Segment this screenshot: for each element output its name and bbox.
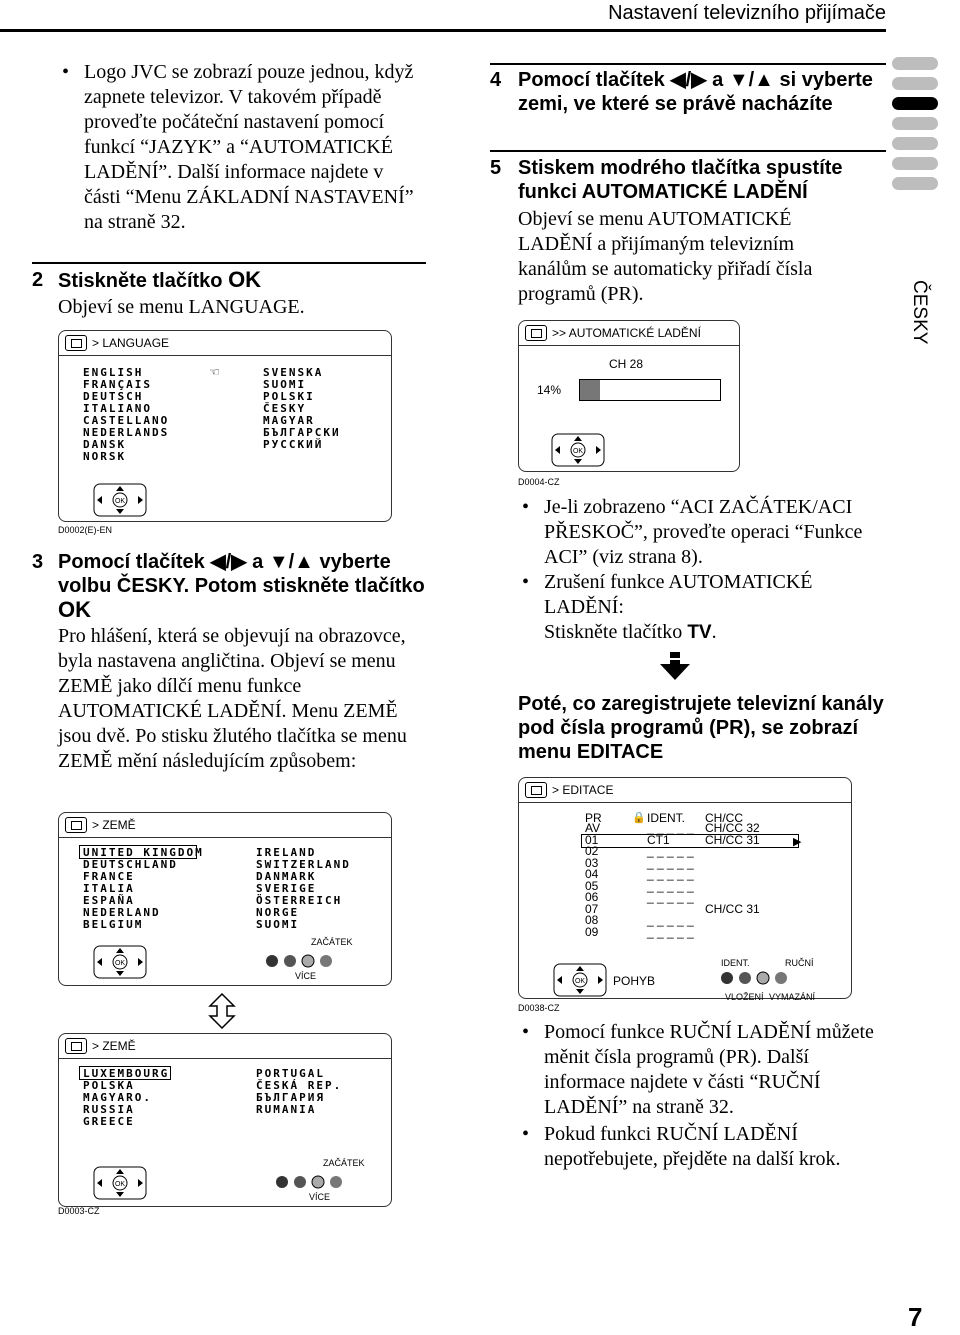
page-number: 7 bbox=[908, 1302, 923, 1332]
country-option[interactable]: DANMARK bbox=[256, 870, 317, 883]
step5-rule bbox=[490, 150, 886, 152]
program-channel: CH/CC 31 bbox=[705, 901, 760, 916]
country-option[interactable]: SVERIGE bbox=[256, 882, 317, 895]
language-option[interactable]: DEUTSCH bbox=[83, 390, 144, 403]
title-divider bbox=[519, 345, 739, 346]
country-option[interactable]: ITALIA bbox=[83, 882, 135, 895]
remote-dpad-icon bbox=[551, 433, 605, 467]
ok-key-label: OK bbox=[58, 597, 91, 622]
language-option[interactable]: РУССКИЙ bbox=[263, 438, 324, 451]
language-option[interactable]: FRANÇAIS bbox=[83, 378, 152, 391]
step3-title bbox=[58, 550, 428, 623]
language-menu-screen bbox=[58, 330, 392, 522]
country-option[interactable]: BELGIUM bbox=[83, 918, 144, 931]
selected-country-box bbox=[79, 845, 197, 859]
language-option[interactable]: MAGYAR bbox=[263, 414, 315, 427]
auto-bullets bbox=[518, 495, 888, 645]
list-item: • Zrušení funkce AUTOMATICKÉ LADĚNÍ: Stiskněte tlačítko TV. bbox=[522, 571, 813, 643]
title-divider bbox=[59, 355, 391, 356]
screen-title bbox=[65, 817, 136, 833]
screen-title-text: >> AUTOMATICKÉ LADĚNÍ bbox=[552, 326, 701, 340]
figure-code: D0004-CZ bbox=[518, 477, 560, 487]
edit-menu-screen bbox=[518, 777, 852, 1002]
bullet-text: Logo JVC se zobrazí pouze jednou, když zapnete televizor. V takovém případě proveďte počáteční nastavení pomocí funkcí “JAZYK” a “AUTOMATICKÉ LADĚNÍ”. Další informace najdete v části “Menu ZÁKLADNÍ NASTAVENÍ” na straně 32. bbox=[84, 61, 414, 233]
edit-intro: Poté, co zaregistrujete televizní kanály pod čísla programů (PR), se zobrazí menu EDITACE bbox=[518, 693, 884, 763]
program-number: 06 bbox=[585, 890, 599, 904]
language-option[interactable]: БЪЛГАРСКИ bbox=[263, 426, 341, 439]
language-list-col2 bbox=[263, 367, 341, 451]
country-option[interactable]: RUSSIA bbox=[83, 1103, 135, 1116]
screen-title-text: > EDITACE bbox=[552, 783, 614, 797]
program-ident: _ _ _ _ _ bbox=[647, 878, 694, 893]
country-option[interactable]: DEUTSCHLAND bbox=[83, 858, 178, 871]
svg-text:OK: OK bbox=[572, 448, 584, 455]
tab-marker bbox=[892, 77, 938, 90]
tv-icon bbox=[525, 782, 547, 798]
country-option[interactable]: ČESKÁ REP. bbox=[256, 1079, 343, 1092]
manual-label: RUČNÍ bbox=[785, 958, 814, 968]
step4-number: 4 bbox=[490, 69, 502, 91]
channel-readout: CH 28 bbox=[609, 357, 644, 371]
tab-marker bbox=[892, 137, 938, 150]
col-header-ch: CH/CC bbox=[705, 811, 743, 825]
step5-title: Stiskem modrého tlačítka spustíte funkci AUTOMATICKÉ LADĚNÍ bbox=[518, 157, 843, 203]
language-option[interactable]: NEDERLANDS bbox=[83, 426, 170, 439]
program-ident: _ _ _ _ _ bbox=[647, 844, 694, 858]
intro-bullets bbox=[58, 60, 423, 235]
language-list-col1 bbox=[83, 367, 169, 463]
program-ident: _ _ _ _ _ bbox=[647, 890, 694, 904]
country-list-col2 bbox=[256, 847, 351, 931]
country-option[interactable]: GREECE bbox=[83, 1115, 135, 1128]
remote-dpad-icon bbox=[93, 945, 147, 979]
country-menu-screen-2 bbox=[58, 1033, 392, 1207]
program-number: 08 bbox=[585, 913, 599, 927]
program-ident: CT1 bbox=[647, 832, 670, 847]
country-option[interactable]: MAGYARO. bbox=[83, 1091, 152, 1104]
screen-title bbox=[65, 335, 169, 351]
ident-label: IDENT. bbox=[721, 958, 750, 968]
tv-icon bbox=[65, 817, 87, 833]
progress-bar bbox=[579, 379, 721, 401]
country-option[interactable]: POLSKA bbox=[83, 1079, 135, 1092]
svg-text:OK: OK bbox=[114, 498, 126, 505]
press-tv-text: Stiskněte tlačítko bbox=[544, 621, 688, 643]
program-ident: _ _ _ _ _ bbox=[647, 924, 694, 939]
progress-percent: 14% bbox=[537, 383, 562, 397]
country-option[interactable]: IRELAND bbox=[256, 846, 317, 859]
svg-text:OK: OK bbox=[114, 960, 126, 967]
language-option[interactable]: ITALIANO bbox=[83, 402, 152, 415]
remote-dpad-icon bbox=[93, 483, 147, 517]
tv-icon bbox=[65, 1038, 87, 1054]
table-row[interactable] bbox=[585, 924, 760, 939]
delete-label: VYMAZÁNÍ bbox=[769, 992, 816, 1002]
bullet-text: Je-li zobrazeno “ACI ZAČÁTEK/ACI PŘESKOČ”, proveďte operaci “Funkce ACI” (viz strana 8). bbox=[544, 496, 863, 568]
language-option[interactable]: NORSK bbox=[83, 450, 127, 463]
ok-key-label: OK bbox=[228, 267, 262, 292]
press-tv-end: . bbox=[711, 621, 717, 643]
program-ident: _ _ _ _ _ bbox=[647, 913, 694, 927]
insert-label: VLOŽENÍ bbox=[725, 992, 764, 1002]
toggle-arrow-icon bbox=[208, 993, 236, 1034]
list-item: • Je-li zobrazeno “ACI ZAČÁTEK/ACI PŘESKOČ”, proveďte operaci “Funkce ACI” (viz strana 8). bbox=[522, 496, 863, 568]
program-number: AV bbox=[585, 821, 601, 835]
country-menu-screen-1 bbox=[58, 812, 392, 986]
step2-body: Objeví se menu LANGUAGE. bbox=[58, 296, 305, 318]
step3-title-text: Pomocí tlačítek ◀/▶ a ▼/▲ vyberte volbu ČESKY. Potom stiskněte tlačítko bbox=[58, 551, 425, 597]
country-option[interactable]: UNITED KINGDOM bbox=[83, 846, 204, 859]
country-option[interactable]: ESPAÑA bbox=[83, 894, 135, 907]
screen-title-text: > ZEMĚ bbox=[92, 1039, 136, 1053]
start-label: ZAČÁTEK bbox=[311, 937, 353, 947]
program-channel: CH/CC 31 bbox=[705, 832, 760, 847]
screen-title bbox=[525, 325, 701, 341]
right-pointer-icon: ▶ bbox=[793, 836, 802, 848]
tab-marker bbox=[892, 177, 938, 190]
program-number: 09 bbox=[585, 924, 599, 939]
language-option[interactable]: CASTELLANO bbox=[83, 414, 170, 427]
program-number: 07 bbox=[585, 901, 599, 916]
more-label: VÍCE bbox=[309, 1192, 331, 1202]
program-number: 04 bbox=[585, 867, 599, 881]
svg-text:OK: OK bbox=[574, 978, 586, 985]
down-arrow-icon bbox=[660, 652, 690, 685]
selected-row-box bbox=[581, 834, 802, 848]
start-label: ZAČÁTEK bbox=[323, 1158, 365, 1168]
selected-country-box bbox=[79, 1066, 171, 1080]
move-label: POHYB bbox=[613, 974, 656, 988]
title-divider bbox=[519, 802, 851, 803]
program-channel: CH/CC 32 bbox=[705, 821, 760, 835]
header-rule bbox=[0, 29, 886, 32]
program-number: 01 bbox=[585, 832, 599, 847]
color-buttons-icon bbox=[719, 970, 819, 991]
country-option[interactable]: SUOMI bbox=[256, 918, 300, 931]
country-option[interactable]: FRANCE bbox=[83, 870, 135, 883]
screen-title bbox=[65, 1038, 136, 1054]
tv-icon bbox=[525, 325, 547, 341]
remote-dpad-icon bbox=[93, 1166, 147, 1200]
country-option[interactable]: PORTUGAL bbox=[256, 1067, 325, 1080]
program-number: 02 bbox=[585, 844, 599, 858]
step4-title: Pomocí tlačítek ◀/▶ a ▼/▲ si vyberte zemi, ve které se právě nacházíte bbox=[518, 69, 873, 115]
country-option[interactable]: LUXEMBOURG bbox=[83, 1067, 170, 1080]
country-option[interactable]: RUMANIA bbox=[256, 1103, 317, 1116]
language-option[interactable]: SVENSKA bbox=[263, 366, 324, 379]
selection-cursor-icon: ☜ bbox=[209, 365, 220, 379]
step3-number: 3 bbox=[32, 551, 44, 573]
language-option[interactable]: DANSK bbox=[83, 438, 127, 451]
step2-number: 2 bbox=[32, 269, 44, 291]
screen-title bbox=[525, 782, 613, 798]
step3-body: Pro hlášení, která se objevují na obrazovce, byla nastavena angličtina. Objeví se menu ZEMĚ jako dílčí menu funkce AUTOMATICKÉ LADĚNÍ. Menu ZEMĚ jsou dvě. Po stisku žlutého tlačítka se menu ZEMĚ mění následujícím způsobem: bbox=[58, 625, 407, 772]
page-header-title: Nastavení televizního přijímače bbox=[608, 2, 886, 24]
step5-number: 5 bbox=[490, 157, 502, 179]
tab-marker-active bbox=[892, 97, 938, 110]
country-option[interactable]: SWITZERLAND bbox=[256, 858, 351, 871]
program-ident: _ _ _ _ _ bbox=[647, 867, 694, 881]
title-divider bbox=[59, 1058, 391, 1059]
progress-fill bbox=[580, 380, 600, 400]
bullet-text: Pokud funkci RUČNÍ LADĚNÍ nepotřebujete, přejděte na další krok. bbox=[544, 1123, 841, 1170]
remote-dpad-icon bbox=[553, 963, 607, 997]
step5-body: Objeví se menu AUTOMATICKÉ LADĚNÍ a přijímaným televizním kanálům se automaticky přiřadí čísla programů (PR). bbox=[518, 208, 813, 305]
language-option[interactable]: ČESKY bbox=[263, 402, 307, 415]
auto-tuning-screen bbox=[518, 320, 740, 472]
screen-title-text: > LANGUAGE bbox=[92, 336, 170, 350]
col-header-ident: IDENT. bbox=[647, 811, 686, 825]
svg-text:OK: OK bbox=[114, 1181, 126, 1188]
figure-code: D0038-CZ bbox=[518, 1003, 560, 1013]
step4-rule bbox=[490, 63, 886, 65]
country-list-col2 bbox=[256, 1068, 342, 1116]
program-number: 05 bbox=[585, 878, 599, 893]
figure-code: D0002(E)-EN bbox=[58, 525, 113, 535]
tv-key-label: TV bbox=[687, 622, 712, 643]
col-header-pr: PR bbox=[585, 811, 602, 825]
language-option[interactable]: SUOMI bbox=[263, 378, 307, 391]
country-option[interactable]: ÖSTERREICH bbox=[256, 894, 343, 907]
language-option[interactable]: POLSKI bbox=[263, 390, 315, 403]
tv-icon bbox=[65, 335, 87, 351]
country-list-col1 bbox=[83, 847, 204, 931]
language-option[interactable]: ENGLISH bbox=[83, 366, 144, 379]
list-item: • Logo JVC se zobrazí pouze jednou, když zapnete televizor. V takovém případě proveďte počáteční nastavení pomocí funkcí “JAZYK” a “AUTOMATICKÉ LADĚNÍ”. Další informace najdete v části “Menu ZÁKLADNÍ NASTAVENÍ” na straně 32. bbox=[62, 61, 414, 233]
figure-code: D0003-CZ bbox=[58, 1206, 100, 1216]
program-ident: _ _ _ _ _ bbox=[647, 855, 694, 870]
list-item: • Pomocí funkce RUČNÍ LADĚNÍ můžete měnit čísla programů (PR). Další informace najdete v části “RUČNÍ LADĚNÍ” na straně 32. bbox=[522, 1021, 874, 1118]
program-number: 03 bbox=[585, 855, 599, 870]
step2-title-text: Stiskněte tlačítko bbox=[58, 270, 229, 292]
program-ident: _ _ _ _ _ bbox=[647, 821, 694, 835]
step2-rule bbox=[32, 262, 426, 264]
more-label: VÍCE bbox=[295, 971, 317, 981]
tab-marker bbox=[892, 117, 938, 130]
step2-title bbox=[58, 268, 261, 293]
country-option[interactable]: NEDERLAND bbox=[83, 906, 161, 919]
screen-title-text: > ZEMĚ bbox=[92, 818, 136, 832]
list-item: • Pokud funkci RUČNÍ LADĚNÍ nepotřebujete, přejděte na další krok. bbox=[522, 1123, 841, 1170]
bullet-text: Pomocí funkce RUČNÍ LADĚNÍ můžete měnit čísla programů (PR). Další informace najdete v části “RUČNÍ LADĚNÍ” na straně 32. bbox=[544, 1021, 874, 1118]
lock-icon: 🔒 bbox=[632, 812, 646, 824]
language-tabs bbox=[892, 57, 938, 197]
country-option[interactable]: БЪЛГАРИЯ bbox=[256, 1091, 325, 1104]
title-divider bbox=[59, 837, 391, 838]
tab-marker bbox=[892, 57, 938, 70]
side-language-label: ČESKY bbox=[909, 280, 930, 345]
country-option[interactable]: NORGE bbox=[256, 906, 300, 919]
bullet-text: Zrušení funkce AUTOMATICKÉ LADĚNÍ: bbox=[544, 571, 813, 618]
tab-marker bbox=[892, 157, 938, 170]
manual-bullets bbox=[518, 1020, 888, 1172]
